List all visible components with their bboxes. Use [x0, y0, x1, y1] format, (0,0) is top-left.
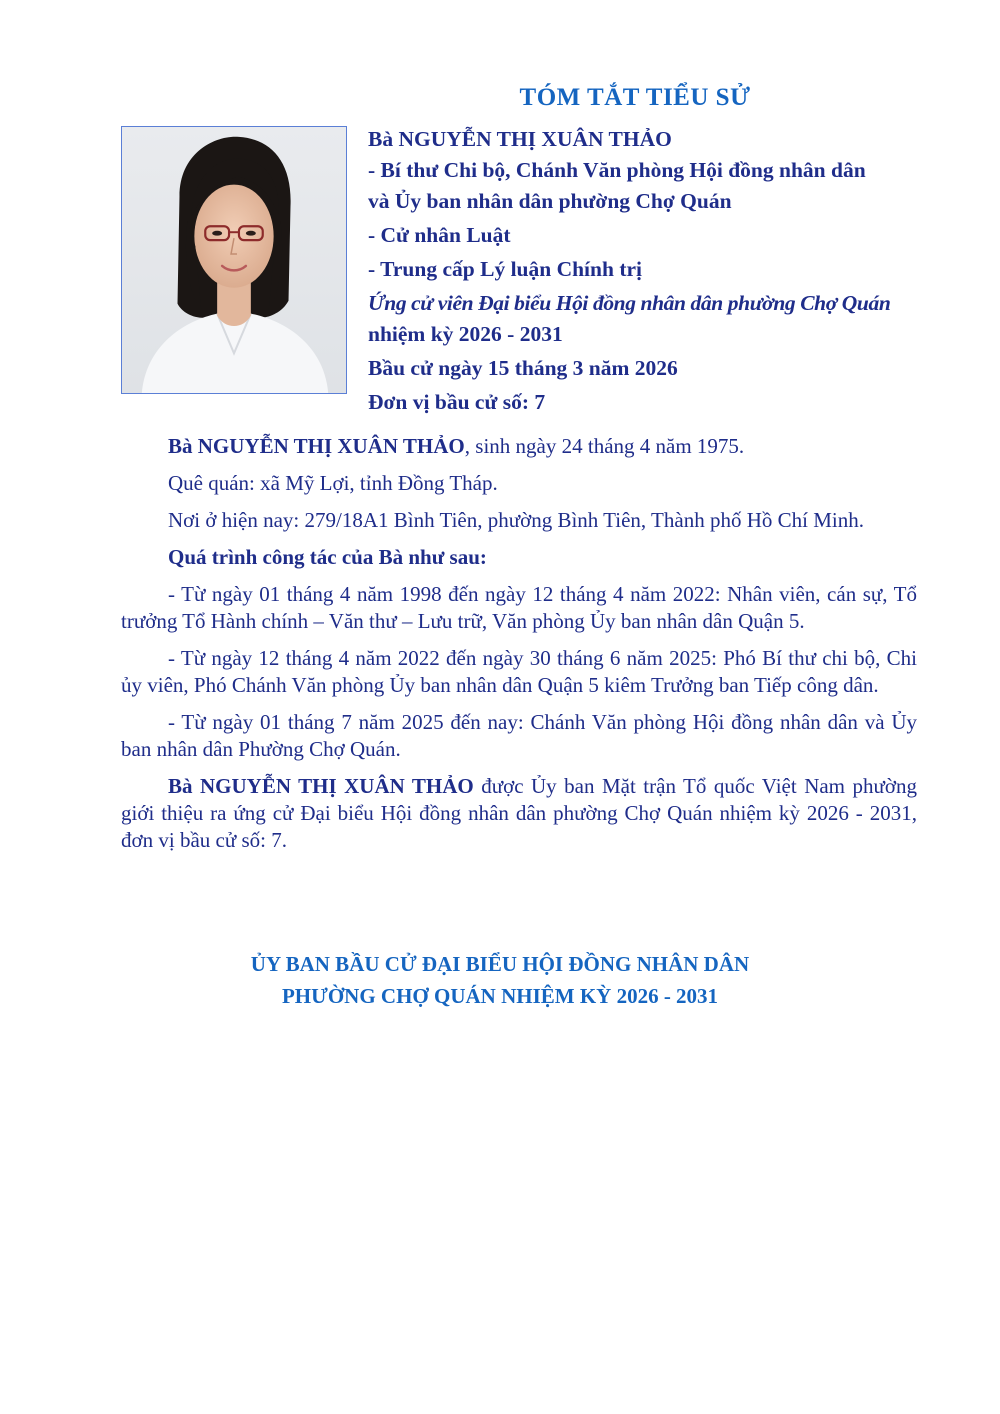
election-unit: Đơn vị bầu cử số: 7 — [368, 390, 546, 414]
election-date: Bầu cử ngày 15 tháng 3 năm 2026 — [368, 356, 678, 380]
closing-name: Bà NGUYỄN THỊ XUÂN THẢO — [168, 774, 474, 798]
candidate-position-line-2: và Ủy ban nhân dân phường Chợ Quán — [368, 189, 732, 213]
candidate-summary — [368, 124, 938, 418]
closing-text: được Ủy ban Mặt trận Tổ quốc Việt Nam phường giới thiệu ra ứng cử Đại biểu Hội đồng nhân dân phường Chợ Quán nhiệm kỳ 2026 - 2031, đơn vị bầu cử số: 7. — [121, 774, 917, 852]
candidate-position-line-1: - Bí thư Chi bộ, Chánh Văn phòng Hội đồng nhân dân — [368, 158, 866, 182]
birth-paragraph — [121, 433, 917, 460]
career-heading: Quá trình công tác của Bà như sau: — [168, 545, 487, 569]
career-item: - Từ ngày 01 tháng 4 năm 1998 đến ngày 12 tháng 4 năm 2022: Nhân viên, cán sự, Tổ trưởng Tổ Hành chính – Văn thư – Lưu trữ, Văn phòng Ủy ban nhân dân Quận 5. — [121, 582, 917, 633]
bio-birth: , sinh ngày 24 tháng 4 năm 1975. — [464, 434, 745, 458]
career-item: - Từ ngày 01 tháng 7 năm 2025 đến nay: Chánh Văn phòng Hội đồng nhân dân và Ủy ban nhân dân Phường Chợ Quán. — [121, 710, 917, 761]
candidate-degree: - Cử nhân Luật — [368, 223, 511, 247]
bio-name: Bà NGUYỄN THỊ XUÂN THẢO — [168, 434, 465, 458]
candidacy-line-2: nhiệm kỳ 2026 - 2031 — [368, 322, 563, 346]
portrait-image — [122, 127, 346, 393]
career-item: - Từ ngày 12 tháng 4 năm 2022 đến ngày 30 tháng 6 năm 2025: Phó Bí thư chi bộ, Chi ủy viên, Phó Chánh Văn phòng Ủy ban nhân dân Quận 5 kiêm Trưởng ban Tiếp công dân. — [121, 646, 917, 697]
hometown-paragraph: Quê quán: xã Mỹ Lợi, tỉnh Đồng Tháp. — [168, 471, 498, 495]
document-title: TÓM TẮT TIỂU SỬ — [519, 84, 751, 111]
biography-body — [121, 433, 917, 864]
candidate-name: Bà NGUYỄN THỊ XUÂN THẢO — [368, 127, 672, 151]
candidacy-line-1: Ứng cử viên Đại biểu Hội đồng nhân dân phường Chợ Quán — [368, 291, 891, 315]
closing-paragraph — [121, 773, 917, 854]
residence-paragraph: Nơi ở hiện nay: 279/18A1 Bình Tiên, phường Bình Tiên, Thành phố Hồ Chí Minh. — [168, 508, 864, 532]
committee-line-2: PHƯỜNG CHỢ QUÁN NHIỆM KỲ 2026 - 2031 — [281, 984, 719, 1008]
candidate-politics: - Trung cấp Lý luận Chính trị — [368, 257, 642, 281]
issuing-committee — [0, 948, 1000, 1012]
portrait-photo — [121, 126, 347, 394]
committee-line-1: ỦY BAN BẦU CỬ ĐẠI BIỂU HỘI ĐỒNG NHÂN DÂN — [250, 952, 750, 976]
